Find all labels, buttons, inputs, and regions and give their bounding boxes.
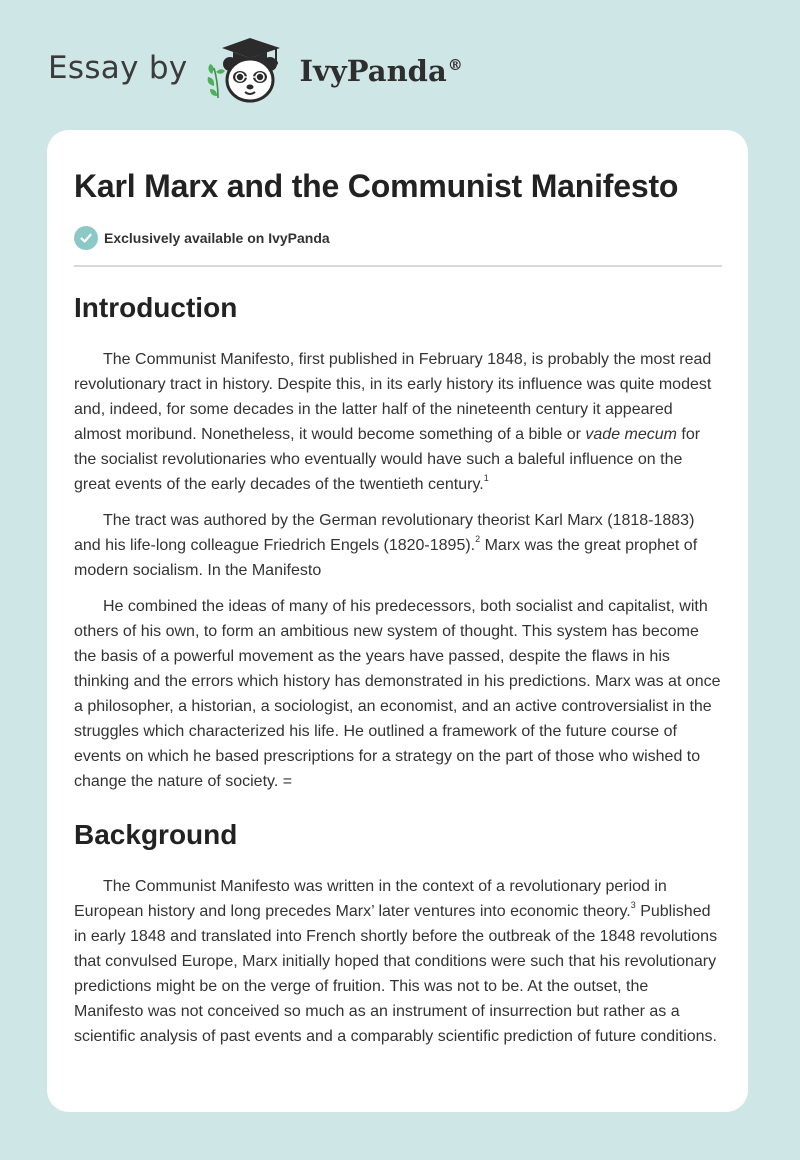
site-header: [48, 34, 463, 106]
background-paragraph-1: [74, 874, 722, 1049]
intro-paragraph-1: [74, 347, 722, 497]
intro-p2-text-a: The tract was authored by the German revolutionary theorist Karl Marx (1818-1883) and his life-long colleague Friedrich Engels (1820-1895).: [74, 512, 695, 554]
intro-p1-text-a: The Communist Manifesto, first published in February 1848, is probably the most read revolutionary tract in history. Despite this, in its early history its influence was quite modest and, indeed, for some decades in the latter half of the nineteenth century it appeared almost moribund. Nonetheless, it would become something of a bible or: [74, 351, 712, 443]
intro-paragraph-2: [74, 508, 722, 583]
exclusive-badge: [74, 224, 722, 252]
check-icon: [74, 226, 98, 250]
registered-mark: ®: [447, 56, 463, 74]
panda-logo-icon[interactable]: [200, 34, 292, 106]
intro-p1-text-b: for the socialist revolutionaries who eventually would have such a baleful influence on the great events of the early decades of the twentieth century.: [74, 426, 701, 493]
intro-p1-emphasis: vade mecum: [585, 426, 677, 443]
section-heading-introduction: Introduction: [74, 292, 238, 323]
divider: [74, 265, 722, 267]
essay-card: [47, 130, 748, 1112]
background-p1-text-b: Published in early 1848 and translated into French shortly before the outbreak of the 1848 revolutions that convulsed Europe, Marx initially hoped that conditions were such that his revolutionary predictions might be on the verge of fruition. This was not to be. At the outset, the Manifesto was not conceived so much as an instrument of insurrection but rather as a scientific analysis of past events and a comparably scientific prediction of future conditions.: [74, 903, 718, 1045]
background-p1-text-a: The Communist Manifesto was written in the context of a revolutionary period in European history and long precedes Marx’ later ventures into economic theory.: [74, 878, 667, 920]
footnote-ref-1[interactable]: 1: [483, 472, 489, 483]
essay-by-label: Essay by: [48, 50, 188, 86]
exclusive-label: Exclusively available on IvyPanda: [104, 230, 330, 246]
footnote-ref-2[interactable]: 2: [475, 533, 481, 544]
brand-text[interactable]: IvyPanda: [299, 54, 447, 88]
footnote-ref-3[interactable]: 3: [630, 899, 636, 910]
intro-paragraph-3: He combined the ideas of many of his predecessors, both socialist and capitalist, with others of his own, to form an ambitious new system of thought. This system has become the basis of a powerful movement as the years have passed, despite the flaws in his thinking and the errors which history has demonstrated in his predictions. Marx was at once a philosopher, a historian, a sociologist, an economist, and an active controversialist in the struggles which characterized his life. He outlined a framework of the future course of events on which he based prescriptions for a strategy on the part of those who wished to change the nature of society. =: [74, 598, 721, 790]
section-heading-background: Background: [74, 819, 238, 850]
brand-name[interactable]: [300, 54, 463, 88]
intro-p2-text-b: Marx was the great prophet of modern socialism. In the Manifesto: [74, 537, 698, 579]
page-title: Karl Marx and the Communist Manifesto: [74, 168, 679, 204]
